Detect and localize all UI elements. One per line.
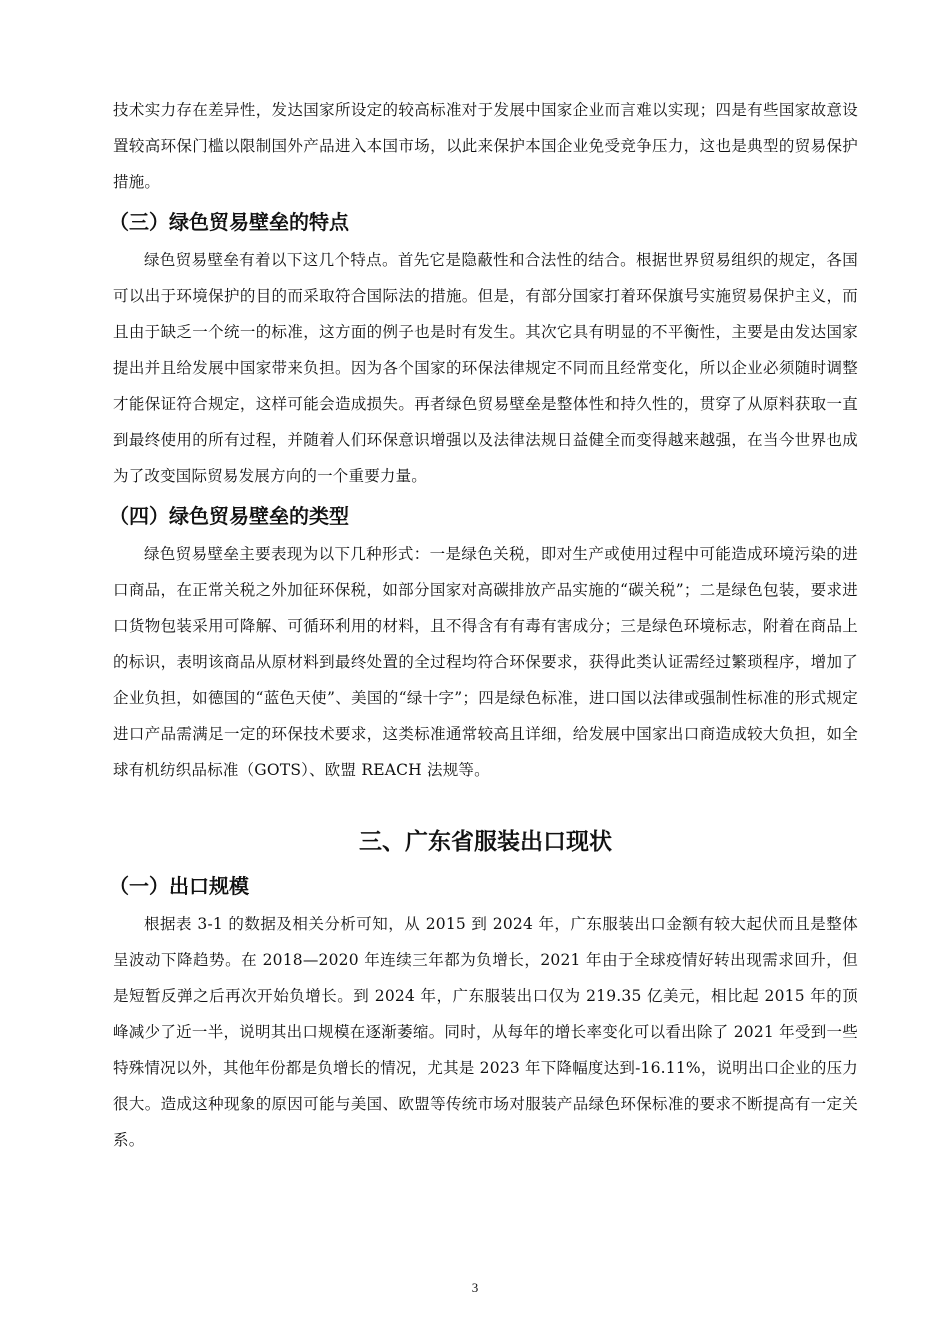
chapter-3-sub-1-heading: （一）出口规模: [109, 874, 249, 898]
chapter-3-sub-1-paragraph: 根据表 3-1 的数据及相关分析可知，从 2015 到 2024 年，广东服装出口金额有较大起伏而且是整体呈波动下降趋势。在 2018—2020 年连续三年都为负增长，2021 年由于全球疫情好转出现需求回升，但是短暂反弹之后再次开始负增长。到 2024 年，广东服装出口仅为 219.35 亿美元，相比起 2015 年的顶峰减少了近一半，说明其出口规模在逐渐萎缩。同时，从每年的增长率变化可以看出除了 2021 年受到一些特殊情况以外，其他年份都是负增长的情况，尤其是 2023 年下降幅度达到-16.11%，说明出口企业的压力很大。造成这种现象的原因可能与美国、欧盟等传统市场对服装产品绿色环保标准的要求不断提高有一定关系。: [113, 915, 858, 1149]
section-4-paragraph: 绿色贸易壁垒主要表现为以下几种形式：一是绿色关税，即对生产或使用过程中可能造成环境污染的进口商品，在正常关税之外加征环保税，如部分国家对高碳排放产品实施的“碳关税”；二是绿色包装，要求进口货物包装采用可降解、可循环利用的材料，且不得含有有毒有害成分；三是绿色环境标志，附着在商品上的标识，表明该商品从原材料到最终处置的全过程均符合环保要求，获得此类认证需经过繁琐程序，增加了企业负担，如德国的“蓝色天使”、美国的“绿十字”；四是绿色标准，进口国以法律或强制性标准的形式规定进口产品需满足一定的环保技术要求，这类标准通常较高且详细，给发展中国家出口商造成较大负担，如全球有机纺织品标准（GOTS）、欧盟 REACH 法规等。: [113, 545, 858, 779]
section-3-heading: （三）绿色贸易壁垒的特点: [109, 210, 349, 234]
section-4-heading: （四）绿色贸易壁垒的类型: [109, 504, 349, 528]
page-content: [109, 92, 858, 1158]
continuation-paragraph: 技术实力存在差异性，发达国家所设定的较高标准对于发展中国家企业而言难以实现；四是有些国家故意设置较高环保门槛以限制国外产品进入本国市场，以此来保护本国企业免受竞争压力，这也是典型的贸易保护措施。: [113, 101, 858, 191]
section-3-paragraph: 绿色贸易壁垒有着以下这几个特点。首先它是隐蔽性和合法性的结合。根据世界贸易组织的规定，各国可以出于环境保护的目的而采取符合国际法的措施。但是，有部分国家打着环保旗号实施贸易保护主义，而且由于缺乏一个统一的标准，这方面的例子也是时有发生。其次它具有明显的不平衡性，主要是由发达国家提出并且给发展中国家带来负担。因为各个国家的环保法律规定不同而且经常变化，所以企业必须随时调整才能保证符合规定，这样可能会造成损失。再者绿色贸易壁垒是整体性和持久性的，贯穿了从原料获取一直到最终使用的所有过程，并随着人们环保意识增强以及法律法规日益健全而变得越来越强，在当今世界也成为了改变国际贸易发展方向的一个重要力量。: [113, 251, 858, 485]
page-number: 3: [471, 1280, 479, 1295]
chapter-3-heading: 三、广东省服装出口现状: [359, 829, 612, 855]
